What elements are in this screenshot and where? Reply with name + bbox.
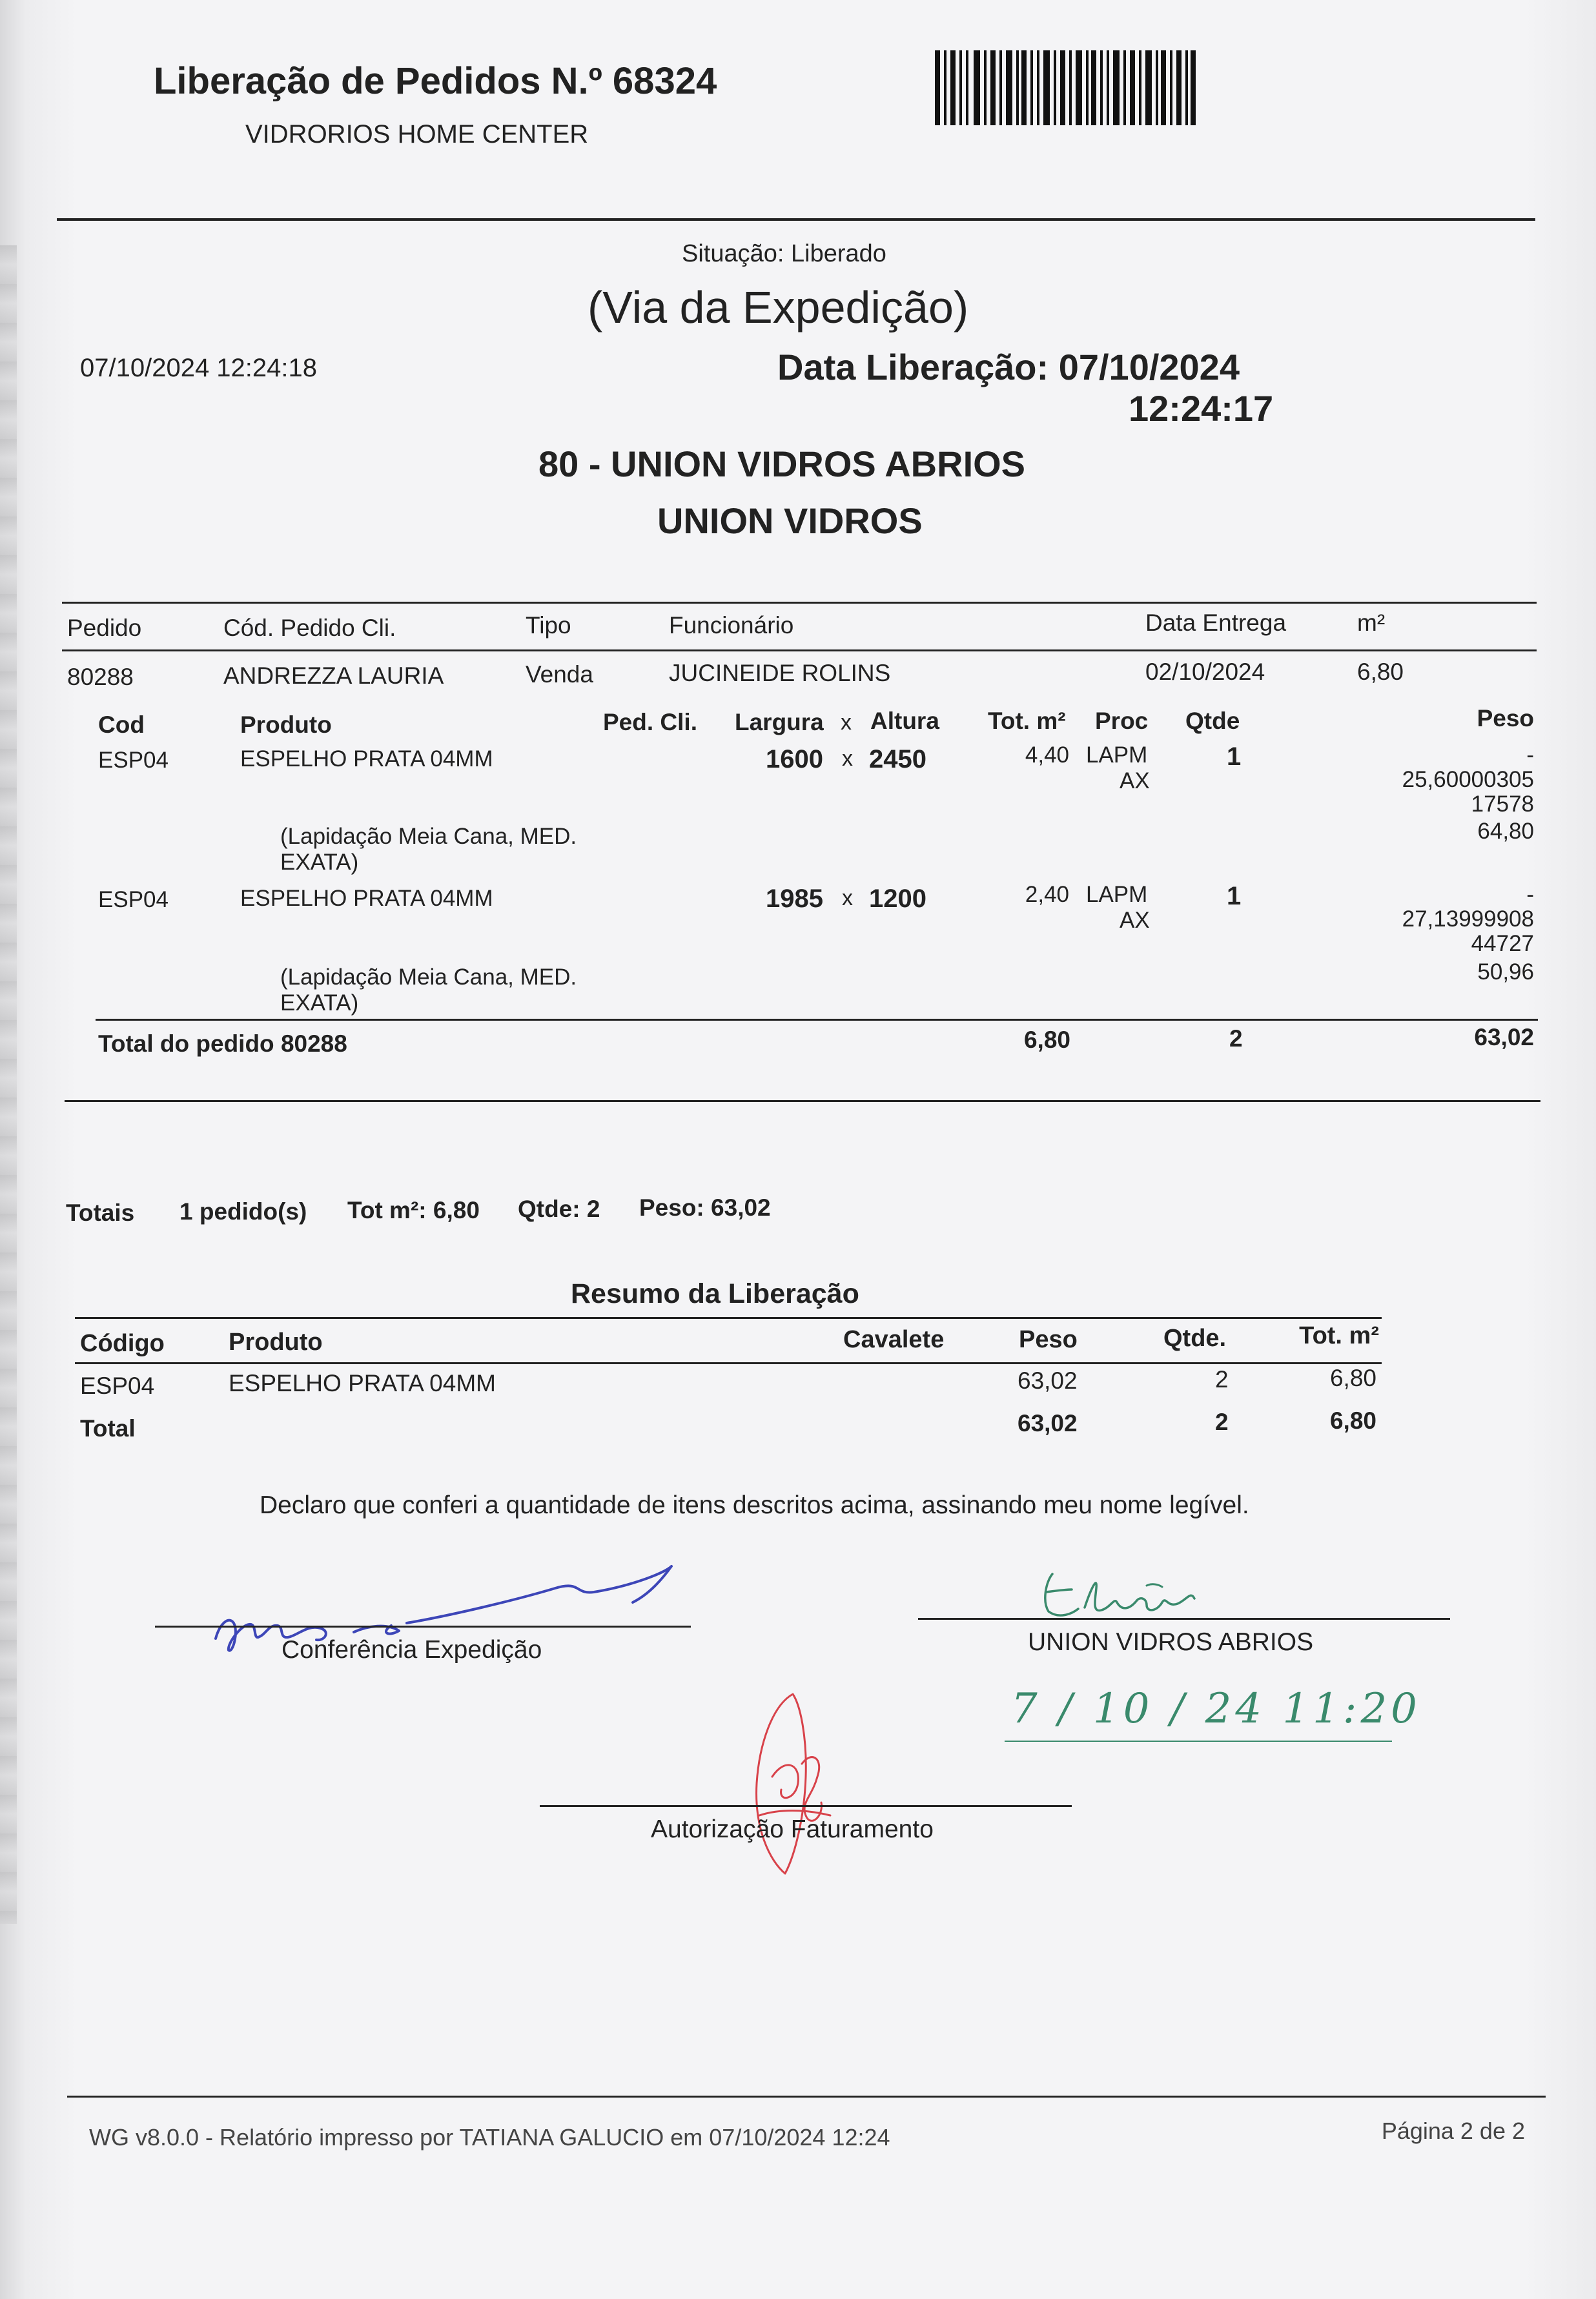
order-employee: JUCINEIDE ROLINS (669, 660, 891, 686)
footer-rule (67, 2096, 1546, 2098)
print-datetime: 07/10/2024 12:24:18 (80, 354, 318, 382)
summary-col-peso: Peso (1019, 1326, 1078, 1353)
signature-union (1020, 1562, 1253, 1633)
items-col-x: x (841, 710, 852, 735)
col-data-entrega: Data Entrega (1145, 609, 1287, 636)
item-peso-cont: 44727 (1471, 931, 1534, 956)
item-tot-m2: 2,40 (1025, 882, 1069, 907)
document-title: Liberação de Pedidos N.º 68324 (154, 60, 717, 102)
summary-header-rule (75, 1362, 1382, 1364)
item-proc-2: AX (1120, 908, 1150, 933)
items-col-peso: Peso (1477, 705, 1534, 731)
item-peso-dash: - (1526, 882, 1534, 907)
signature-label-conferencia: Conferência Expedição (281, 1636, 542, 1664)
scan-shadow (0, 245, 17, 1924)
signature-label-autorizacao: Autorização Faturamento (651, 1815, 934, 1843)
handwritten-date: 7 / 10 / 24 11:20 (1011, 1685, 1421, 1733)
item-largura: 1600 (766, 745, 823, 773)
item-qtde: 1 (1227, 742, 1242, 771)
col-m2: m² (1357, 609, 1386, 636)
item-peso: 25,60000305 (1402, 767, 1534, 792)
item-peso-total: 50,96 (1477, 959, 1534, 985)
copy-type: (Via da Expedição) (588, 282, 969, 332)
item-obs-2: EXATA) (280, 850, 359, 875)
item-tot-m2: 4,40 (1025, 742, 1069, 768)
order-total-label: Total do pedido 80288 (98, 1030, 347, 1057)
release-date: Data Liberação: 07/10/2024 (777, 347, 1240, 387)
footer-page-number: Página 2 de 2 (1381, 2118, 1525, 2144)
item-peso-total: 64,80 (1477, 819, 1534, 844)
summary-qtde: 2 (1215, 1366, 1229, 1393)
item-peso: 27,13999908 (1402, 906, 1534, 932)
order-total-m2: 6,80 (1023, 1027, 1070, 1053)
red-stamp-signature (733, 1686, 850, 1880)
totals-orders: 1 pedido(s) (179, 1198, 307, 1225)
client-name: 80 - UNION VIDROS ABRIOS (538, 444, 1026, 484)
order-type: Venda (526, 661, 593, 688)
summary-total-peso: 63,02 (1018, 1410, 1078, 1436)
item-proc: LAPM (1086, 882, 1148, 907)
item-cod: ESP04 (98, 748, 169, 773)
summary-col-tot-m2: Tot. m² (1299, 1322, 1379, 1349)
situation-status: Situação: Liberado (682, 240, 886, 267)
signature-line-union (918, 1618, 1450, 1620)
summary-col-codigo: Código (80, 1330, 165, 1357)
order-number: 80288 (67, 664, 134, 690)
company-name: VIDRORIOS HOME CENTER (245, 120, 589, 148)
order-section-end-rule (65, 1100, 1540, 1102)
items-col-altura: Altura (870, 708, 939, 734)
totals-peso: Peso: 63,02 (639, 1194, 771, 1221)
item-peso-cont: 17578 (1471, 792, 1534, 817)
summary-peso: 63,02 (1018, 1367, 1078, 1394)
order-table-header-rule (62, 649, 1537, 651)
col-cod-pedido-cli: Cód. Pedido Cli. (223, 615, 396, 641)
summary-produto: ESPELHO PRATA 04MM (229, 1370, 496, 1396)
item-qtde: 1 (1227, 882, 1242, 910)
declaration-text: Declaro que conferi a quantidade de itens descritos acima, assinando meu nome legível. (260, 1491, 1249, 1519)
item-x: x (842, 886, 853, 910)
items-col-tot-m2: Tot. m² (988, 708, 1066, 734)
items-col-proc: Proc (1095, 708, 1149, 734)
item-obs: (Lapidação Meia Cana, MED. (280, 824, 577, 849)
release-time: 12:24:17 (1129, 388, 1274, 429)
barcode (935, 50, 1196, 125)
item-cod: ESP04 (98, 887, 169, 912)
item-largura: 1985 (766, 884, 823, 913)
order-m2: 6,80 (1357, 659, 1404, 685)
summary-total-qtde: 2 (1215, 1409, 1229, 1435)
summary-col-produto: Produto (229, 1329, 323, 1356)
order-total-rule (96, 1019, 1538, 1021)
order-table-top-rule (62, 602, 1537, 604)
summary-codigo: ESP04 (80, 1373, 155, 1399)
totals-m2: Tot m²: 6,80 (347, 1197, 480, 1223)
summary-total-m2: 6,80 (1329, 1407, 1376, 1434)
summary-tot-m2: 6,80 (1329, 1365, 1376, 1391)
header-divider (57, 218, 1535, 221)
item-x: x (842, 746, 853, 771)
order-total-peso: 63,02 (1474, 1024, 1534, 1050)
item-proc-2: AX (1120, 768, 1150, 793)
items-col-qtde: Qtde (1185, 708, 1240, 734)
item-proc: LAPM (1086, 742, 1148, 768)
item-altura: 2450 (869, 745, 926, 773)
order-client-code: ANDREZZA LAURIA (223, 662, 444, 689)
col-tipo: Tipo (526, 612, 571, 639)
signature-line-conferencia (155, 1626, 691, 1628)
items-col-cod: Cod (98, 711, 145, 738)
summary-col-qtde: Qtde. (1163, 1325, 1227, 1352)
summary-col-cavalete: Cavalete (843, 1326, 945, 1353)
summary-top-rule (75, 1317, 1382, 1319)
handwritten-date-underline (1005, 1741, 1392, 1742)
order-total-qtde: 2 (1229, 1025, 1243, 1052)
totals-qtde: Qtde: 2 (518, 1196, 600, 1222)
items-col-ped-cli: Ped. Cli. (603, 709, 697, 735)
item-produto: ESPELHO PRATA 04MM (240, 886, 493, 911)
signature-line-autorizacao (540, 1805, 1072, 1807)
item-obs: (Lapidação Meia Cana, MED. (280, 965, 577, 990)
item-peso-dash: - (1526, 742, 1534, 768)
footer-print-info: WG v8.0.0 - Relatório impresso por TATIANA GALUCIO em 07/10/2024 12:24 (89, 2124, 890, 2151)
item-altura: 1200 (869, 884, 926, 913)
summary-total-label: Total (80, 1415, 136, 1442)
items-col-produto: Produto (240, 711, 332, 738)
summary-title: Resumo da Liberação (571, 1278, 859, 1309)
order-delivery-date: 02/10/2024 (1145, 659, 1265, 685)
item-produto: ESPELHO PRATA 04MM (240, 746, 493, 771)
totals-label: Totais (66, 1200, 135, 1226)
items-col-largura: Largura (735, 709, 824, 735)
col-pedido: Pedido (67, 615, 142, 641)
client-short-name: UNION VIDROS (657, 500, 923, 541)
item-obs-2: EXATA) (280, 990, 359, 1016)
signature-label-union: UNION VIDROS ABRIOS (1028, 1628, 1314, 1656)
col-funcionario: Funcionário (669, 612, 794, 639)
